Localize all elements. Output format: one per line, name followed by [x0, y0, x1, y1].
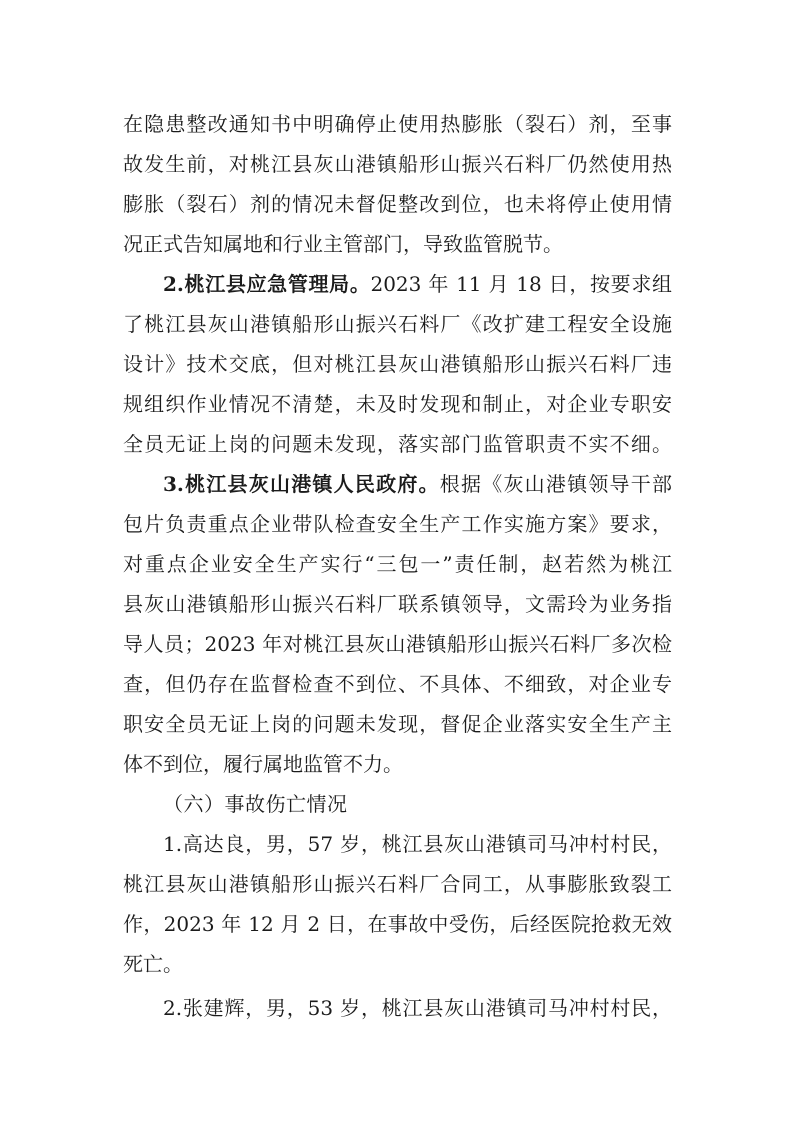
text-line: 死亡。 — [123, 952, 183, 976]
text-line: 体不到位，履行属地监管不力。 — [123, 752, 403, 776]
section-heading: （六）事故伤亡情况 — [163, 792, 348, 816]
text-line: 设计》技术交底，但对桃江县灰山港镇船形山振兴石料厂违 — [123, 352, 672, 376]
text-line: 对重点企业安全生产实行“三包一”责任制，赵若然为桃江 — [123, 552, 672, 576]
section-lead: 2.桃江县应急管理局。 — [163, 272, 371, 296]
text-line: 故发生前，对桃江县灰山港镇船形山振兴石料厂仍然使用热 — [123, 152, 672, 176]
text-line: 桃江县灰山港镇船形山振兴石料厂合同工，从事膨胀致裂工 — [123, 872, 672, 896]
text-line: 1.高达良，男，57 岁，桃江县灰山港镇司马冲村村民， — [163, 832, 672, 856]
document-page — [123, 104, 672, 1028]
text-line: 在隐患整改通知书中明确停止使用热膨胀（裂石）剂，至事 — [123, 112, 672, 136]
text-line: 包片负责重点企业带队检查安全生产工作实施方案》要求， — [123, 512, 672, 536]
text-line: 查，但仍存在监督检查不到位、不具体、不细致，对企业专 — [123, 672, 672, 696]
text-line: 职安全员无证上岗的问题未发现，督促企业落实安全生产主 — [123, 712, 672, 736]
text-run: 2023 年 11 月 18 日，按要求组 — [370, 272, 672, 296]
text-line: 导人员；2023 年对桃江县灰山港镇船形山振兴石料厂多次检 — [123, 632, 672, 656]
text-line — [123, 264, 672, 304]
text-run: 根据《灰山港镇领导干部 — [439, 472, 672, 496]
section-lead: 3.桃江县灰山港镇人民政府。 — [163, 472, 440, 496]
text-line — [123, 464, 672, 504]
text-line: 规组织作业情况不清楚，未及时发现和制止，对企业专职安 — [123, 392, 672, 416]
text-line: 全员无证上岗的问题未发现，落实部门监管职责不实不细。 — [123, 432, 672, 456]
text-line: 县灰山港镇船形山振兴石料厂联系镇领导，文需玲为业务指 — [123, 592, 672, 616]
text-line: 了桃江县灰山港镇船形山振兴石料厂《改扩建工程安全设施 — [123, 312, 672, 336]
text-line: 膨胀（裂石）剂的情况未督促整改到位，也未将停止使用情 — [123, 192, 672, 216]
text-line: 况正式告知属地和行业主管部门，导致监管脱节。 — [123, 232, 563, 256]
text-line: 2.张建辉，男，53 岁，桃江县灰山港镇司马冲村村民， — [163, 996, 672, 1020]
text-line: 作，2023 年 12 月 2 日，在事故中受伤，后经医院抢救无效 — [123, 912, 672, 936]
